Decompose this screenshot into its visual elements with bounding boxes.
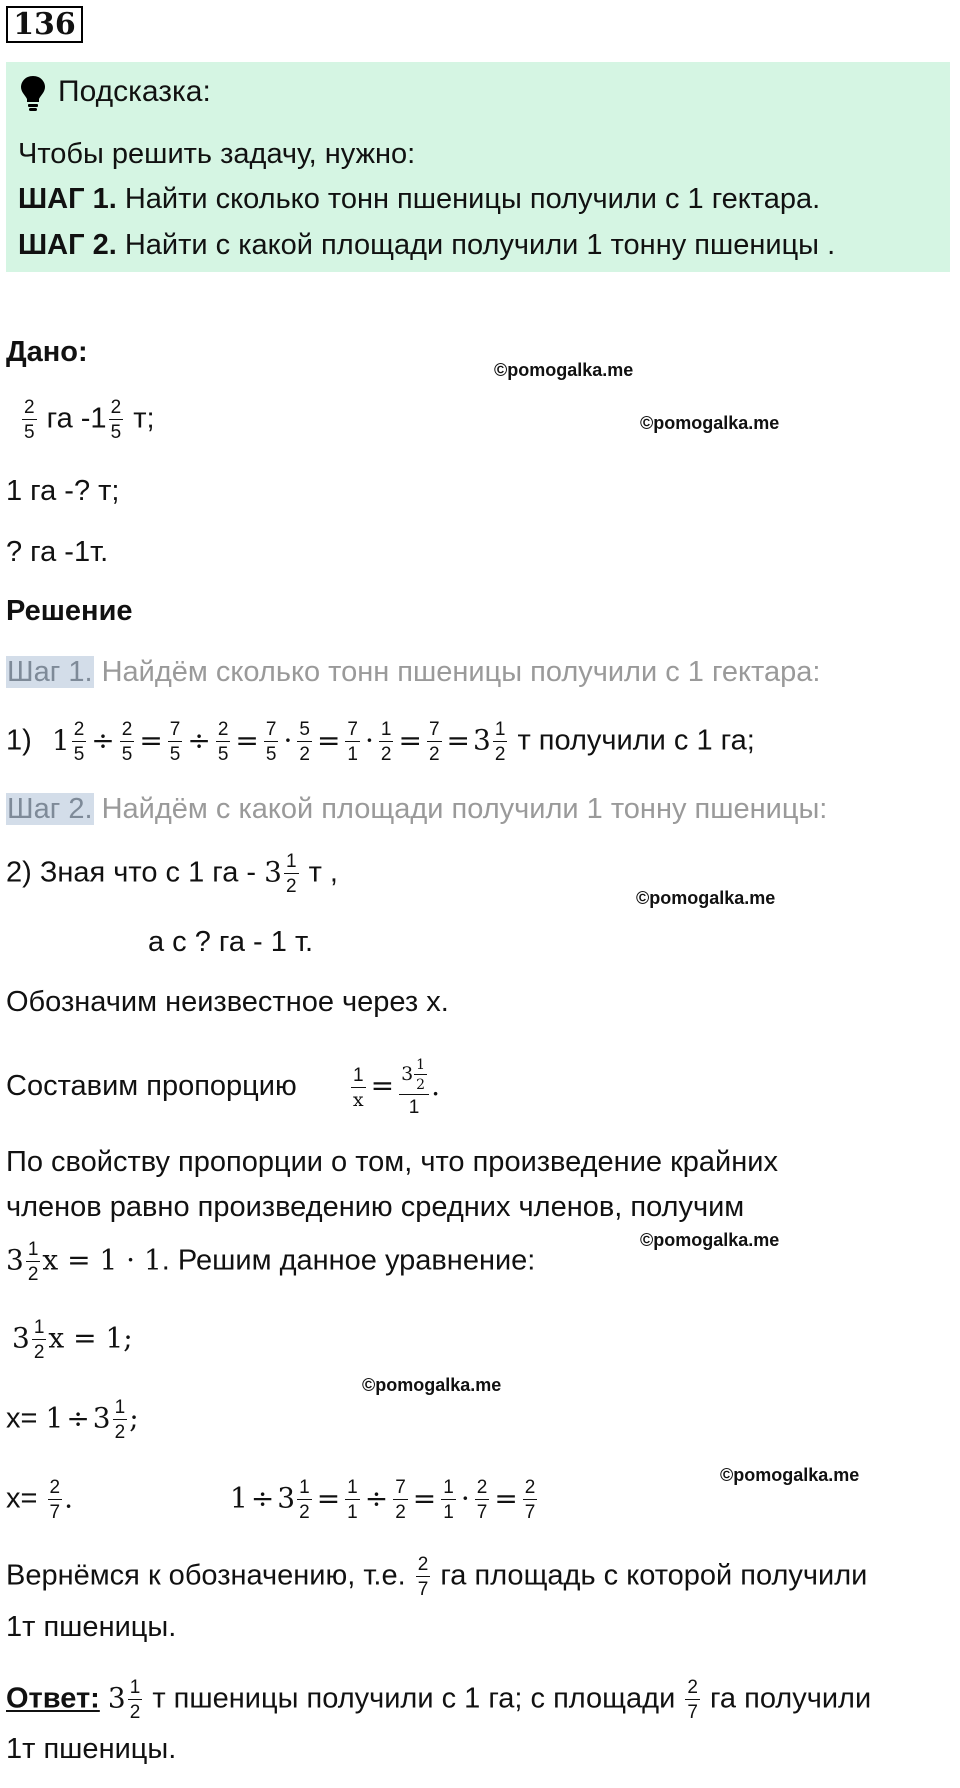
solution-step-2-text: Найдём с какой площади получили 1 тонну пшеницы: [93,793,828,825]
watermark: ©pomogalka.me [640,1230,780,1250]
answer-line: Ответ: 3 $\frac{1}{2}$ т пшеницы получили с 1 га; с площади $\frac{2}{7}$ га получили [6,1677,872,1723]
answer-b: га получили [709,1682,872,1715]
proportion-label: Составим пропорцию [6,1070,297,1103]
solution-heading: Решение [6,595,133,627]
solution-step-1-label: Шаг 1. [7,656,93,688]
hint-intro: Чтобы решить задачу, нужно: [18,138,416,170]
solution-line-2: 2) Зная что с 1 га - 3 $\frac{1}{2}$ т , [6,851,338,897]
solution-step-2 [6,792,827,826]
hint-step-1-label: ШАГ 1. [18,183,117,215]
watermark: ©pomogalka.me [640,413,780,433]
x-label-2: x= [6,1482,38,1515]
given-line-1-a: га -1 [46,402,107,435]
calc-1-prefix: 1) [6,724,32,757]
equation-line: 3 $\frac{1}{2}$ x = 1 · 1. Решим данное уравнение: [6,1239,536,1285]
given-line-1-b: т; [133,402,155,435]
hint-title: Подсказка: [58,75,211,108]
given-line-1 [20,398,155,442]
given-line-2: 1 га -? т; [6,475,120,507]
proportion-line: Составим пропорцию $\frac{1}{x}$ = 3 $\frac{1}{2}$ 1 . [6,1057,440,1118]
given-line-3: ? га -1т. [6,536,109,568]
hint-step-1-text: Найти сколько тонн пшеницы получили с 1 гектара. [116,183,821,215]
calc-1-suffix: т получили с 1 га; [517,724,755,757]
fraction: $\frac{2}{5}$ [24,397,35,443]
lightbulb-icon [20,74,46,112]
answer-line-c: 1т пшеницы. [6,1733,177,1765]
calculation-2: 1 ÷ 3 $\frac{1}{2}$ = $\frac{1}{1}$ ÷ $\frac{7}{2}$ = $\frac{1}{1}$ · $\frac{2}{7}$ = $\frac{2}{7}$ [230,1477,536,1523]
hint-step-2-text: Найти с какой площади получили 1 тонну пшеницы . [116,229,836,261]
solution-step-2-label: Шаг 2. [7,793,93,825]
return-a: Вернёмся к обозначению, т.е. [6,1559,406,1592]
answer-a: т пшеницы получили с 1 га; с площади [152,1682,676,1715]
watermark: ©pomogalka.me [494,360,634,380]
task-number: 136 [6,6,83,43]
equation-step-1: 3 $\frac{1}{2}$ x = 1; [12,1317,133,1363]
return-b: га площадь с которой получили [440,1559,868,1592]
watermark: ©pomogalka.me [636,888,776,908]
hint-step-2-label: ШАГ 2. [18,229,117,261]
solution-step-1 [6,655,820,689]
hint-step-2 [18,228,835,262]
fraction: $\frac{2}{5}$ [110,397,122,443]
line-2-a: 2) Зная что с 1 га - [6,856,257,889]
given-heading: Дано: [6,336,88,368]
solution-line-2-c: а с ? га - 1 т. [148,926,314,958]
equation-tail: . Решим данное уравнение: [161,1244,536,1277]
calculation-1: 1) 1 $\frac{2}{5}$ ÷ $\frac{2}{5}$ = $\frac{7}{5}$ ÷ $\frac{2}{5}$ = $\frac{7}{5}$ · $\frac{5}{2}$ = $\frac{7}{1}$ · $\frac{1}{2}$ = $\frac{7}{2}$ = 3 $\frac{1}{2}$ т получили с 1 га; [6,719,755,765]
return-line: Вернёмся к обозначению, т.е. $\frac{2}{7}$ га площадь с которой получили [6,1554,868,1600]
line-2-b: т , [308,856,338,889]
notation-text: Обозначим неизвестное через x. [6,986,449,1018]
equation-step-3: x= $\frac{2}{7}$ . [6,1477,73,1523]
x-label-1: x= [6,1402,38,1435]
solution-step-1-text: Найдём сколько тонн пшеницы получили с 1 гектара: [93,656,821,688]
answer-label: Ответ: [6,1682,100,1715]
hint-step-1 [18,182,820,216]
watermark: ©pomogalka.me [720,1465,860,1485]
property-line-1: По свойству пропорции о том, что произведение крайних [6,1146,778,1178]
property-line-2: членов равно произведению средних членов, получим [6,1191,745,1223]
return-line-c: 1т пшеницы. [6,1611,177,1643]
watermark: ©pomogalka.me [362,1375,502,1395]
equation-step-2: x= 1 ÷ 3 $\frac{1}{2}$ ; [6,1397,139,1443]
